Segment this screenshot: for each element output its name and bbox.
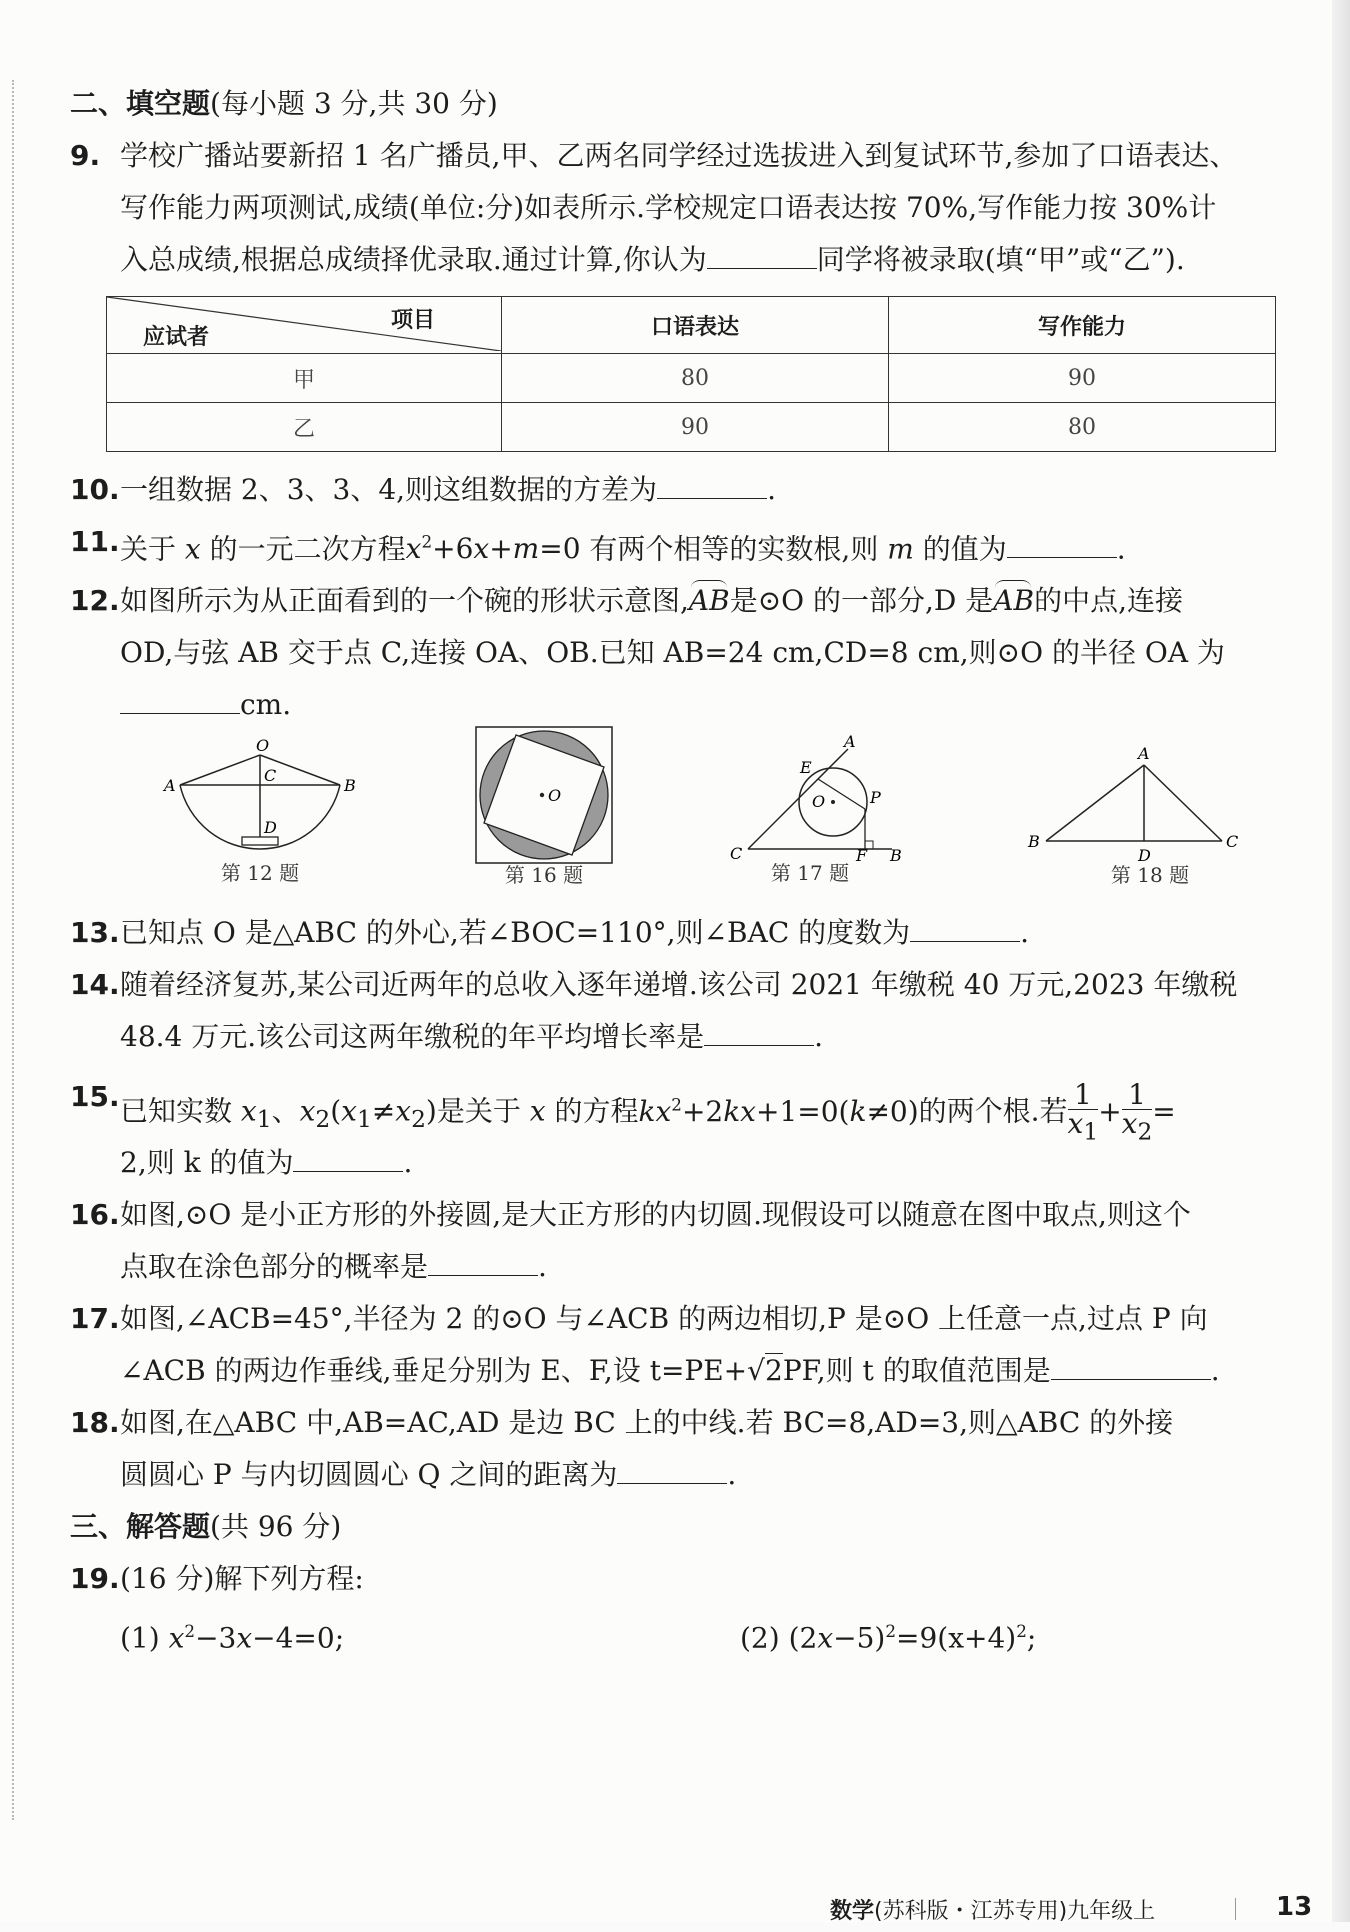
- label-c: C: [730, 844, 743, 862]
- section-note: (每小题 3 分,共 30 分): [210, 87, 498, 120]
- figure-caption: 第 16 题: [504, 863, 584, 888]
- question-number: 10.: [70, 473, 120, 506]
- figure-16: [474, 725, 614, 888]
- figure-caption: 第 12 题: [220, 861, 300, 886]
- answer-blank[interactable]: [657, 468, 767, 499]
- q12-line2: OD,与弦 AB 交于点 C,连接 OA、OB.已知 AB=24 cm,CD=8 cm,则⊙O 的半径 OA 为: [120, 636, 1225, 670]
- cell-value: 90: [502, 403, 889, 452]
- cell-value: 80: [502, 354, 889, 403]
- question-number: 16.: [70, 1198, 120, 1232]
- label-b: B: [890, 846, 902, 862]
- row-name: 甲: [107, 354, 502, 403]
- question-number: 9.: [70, 139, 101, 172]
- figure-caption: 第 18 题: [1110, 863, 1190, 888]
- q19-part1: (1) $x^2-3x-4=0$;: [120, 1621, 345, 1655]
- answer-blank[interactable]: [704, 1015, 814, 1046]
- label-d: D: [264, 818, 277, 838]
- table-corner-cell: [107, 297, 502, 354]
- row-name: 乙: [107, 403, 502, 452]
- figure-17: [720, 721, 910, 886]
- q11-equation: $x^2+6x+m=0$: [405, 532, 581, 566]
- question-number: 14.: [70, 968, 120, 1002]
- question-11: 11. 关于 x 的一元二次方程$x^2+6x+m=0$ 有两个相等的实数根,则 m 的值为 .: [70, 516, 1280, 575]
- sqrt-2: √2: [747, 1354, 783, 1388]
- label-c: C: [1226, 832, 1239, 852]
- arc-ab: AB: [993, 584, 1034, 617]
- corner-label-candidate: 应试者: [143, 325, 210, 350]
- q19-part2: (2) $(2x-5)^2=9(x+4)^2$;: [740, 1621, 1037, 1655]
- question-13: 13. 已知点 O 是△ABC 的外心,若∠BOC=110°,则∠BAC 的度数为 .: [70, 907, 1280, 959]
- answer-blank[interactable]: [617, 1453, 727, 1484]
- q9-line1: 学校广播站要新招 1 名广播员,甲、乙两名同学经过选拔进入到复试环节,参加了口语表达、: [120, 139, 1238, 172]
- table-header-row: [107, 297, 1276, 354]
- cell-value: 80: [889, 403, 1276, 452]
- q12-line3: cm.: [120, 679, 1280, 731]
- answer-blank[interactable]: [120, 683, 240, 714]
- label-a: A: [844, 732, 856, 752]
- table-row: [107, 403, 1276, 452]
- q15-equation: $kx^2+2kx+1=0(k\ne 0)$: [638, 1094, 919, 1128]
- cell-value: 90: [889, 354, 1276, 403]
- page-edge-shadow: [1332, 0, 1350, 1922]
- label-o: O: [548, 786, 562, 806]
- label-d: D: [1138, 846, 1151, 862]
- answer-blank[interactable]: [910, 911, 1020, 942]
- column-header: 口语表达: [502, 297, 889, 354]
- label-o: O: [812, 792, 826, 812]
- question-16: 16. 如图,⊙O 是小正方形的外接圆,是大正方形的内切圆.现假设可以随意在图中取点,则这个 点取在涂色部分的概率是 .: [70, 1189, 1280, 1293]
- table-row: [107, 354, 1276, 403]
- question-12: [70, 575, 1280, 731]
- label-c: C: [264, 766, 277, 786]
- bowl-diagram: [160, 737, 360, 857]
- arc-ab: AB: [689, 584, 730, 617]
- isosceles-triangle-diagram: [1020, 737, 1240, 861]
- label-f: F: [856, 846, 868, 862]
- question-number: 19.: [70, 1562, 120, 1596]
- column-header: 写作能力: [889, 297, 1276, 354]
- question-9: [70, 130, 1280, 286]
- fraction-sum: $\frac{1}{x_1}$ + $\frac{1}{x_2}$ =: [1067, 1077, 1176, 1146]
- label-b: B: [344, 776, 356, 796]
- answer-blank[interactable]: [293, 1141, 403, 1172]
- section-heading-fill-in: [70, 78, 1280, 130]
- corner-label-item: 项目: [390, 308, 435, 333]
- question-10: 10. 一组数据 2、3、3、4,则这组数据的方差为 .: [70, 464, 1280, 516]
- question-number: 11.: [70, 525, 120, 558]
- answer-blank[interactable]: [1007, 527, 1117, 558]
- figure-18: [1020, 737, 1240, 888]
- section-title: 二、填空题: [70, 87, 211, 120]
- question-number: 15.: [70, 1080, 120, 1114]
- footer-divider: [1235, 1898, 1236, 1920]
- question-number: 17.: [70, 1302, 120, 1336]
- figure-12: [160, 737, 360, 886]
- figure-caption: 第 17 题: [770, 861, 850, 886]
- section-title: 三、解答题: [70, 1510, 211, 1544]
- tangent-circle-diagram: [720, 721, 910, 861]
- page-number: 13: [1276, 1892, 1313, 1922]
- question-14: 14. 随着经济复苏,某公司近两年的总收入逐年递增.该公司 2021 年缴税 40 万元,2023 年缴税 48.4 万元.该公司这两年缴税的年平均增长率是 .: [70, 959, 1280, 1063]
- q9-line2: 写作能力两项测试,成绩(单位:分)如表所示.学校规定口语表达按 70%,写作能力按 30%计: [120, 191, 1217, 224]
- question-number: 13.: [70, 916, 120, 950]
- circle-squares-diagram: [474, 725, 614, 865]
- score-table: [106, 296, 1276, 452]
- question-number: 18.: [70, 1406, 120, 1440]
- label-o: O: [256, 737, 270, 756]
- question-19: 19. (16 分)解下列方程: (1) $x^2-3x-4=0$; (2) $(2x-5)^2=9(x+4)^2$;: [70, 1553, 1280, 1657]
- question-15: 15. 已知实数 $x_1$、$x_2(x_1\ne x_2)$是关于 x 的方程$kx^2+2kx+1=0(k\ne 0)$的两个根.若 $\frac{1}{x_1}$ + $\frac{1}{x_2}$ = 2,则 k 的值为 .: [70, 1071, 1280, 1189]
- figures-row: [70, 732, 1280, 897]
- question-17: 17. 如图,∠ACB=45°,半径为 2 的⊙O 与∠ACB 的两边相切,P 是⊙O 上任意一点,过点 P 向 ∠ACB 的两边作垂线,垂足分别为 E、F,设 t=PE+√2PF,则 t 的取值范围是 .: [70, 1293, 1280, 1397]
- label-b: B: [1028, 832, 1040, 852]
- page-footer: [830, 1892, 1330, 1932]
- q9-line3: 入总成绩,根据总成绩择优录取.通过计算,你认为 同学将被录取(填“甲”或“乙”).: [120, 234, 1280, 286]
- label-p: P: [870, 788, 881, 808]
- book-title: 数学(苏科版・江苏专用)九年级上: [830, 1899, 1156, 1924]
- answer-blank[interactable]: [428, 1245, 538, 1276]
- binding-margin-line: [12, 80, 14, 1820]
- question-number: 12.: [70, 584, 120, 618]
- q12-line1: 如图所示为从正面看到的一个碗的形状示意图, AB是⊙O 的一部分,D 是 AB的中点,连接: [120, 575, 1280, 627]
- label-a: A: [1138, 744, 1150, 764]
- label-e: E: [800, 758, 812, 778]
- q10-text: 一组数据 2、3、3、4,则这组数据的方差为: [120, 473, 658, 506]
- answer-blank[interactable]: [1051, 1349, 1211, 1380]
- section-note: (共 96 分): [210, 1510, 342, 1544]
- question-18: 18. 如图,在△ABC 中,AB=AC,AD 是边 BC 上的中线.若 BC=8,AD=3,则△ABC 的外接 圆圆心 P 与内切圆圆心 Q 之间的距离为 .: [70, 1397, 1280, 1501]
- label-a: A: [164, 776, 176, 796]
- section-heading-solutions: [70, 1501, 1280, 1553]
- answer-blank[interactable]: [707, 238, 817, 269]
- content: [70, 78, 1280, 1657]
